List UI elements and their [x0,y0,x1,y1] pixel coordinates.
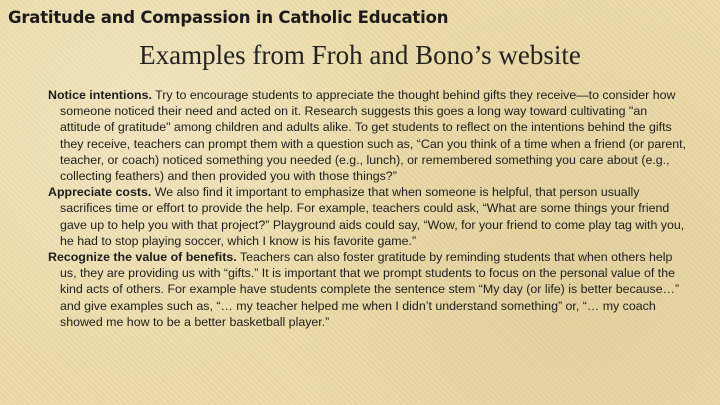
body-text [48,87,688,330]
paragraph-recognize-value [48,249,688,330]
paragraph-notice-intentions [48,87,688,184]
header-title: Gratitude and Compassion in Catholic Education [8,8,449,27]
paragraph-lead: Appreciate costs. [48,185,152,200]
paragraph-lead: Recognize the value of benefits. [48,250,237,265]
paragraph-text: We also find it important to emphasize that when someone is helpful, that person usually sacrifices time or effort to provide the help. For example, teachers could ask, “What are some things your friend gave up to help you with that project?” Playground aids could say, “Wow, for your friend to come play tag with you, he had to stop playing soccer, which I know is his favorite game.” [60,185,685,248]
paragraph-appreciate-costs [48,184,688,249]
paragraph-text: Teachers can also foster gratitude by reminding students that when others help us, they are providing us with “gifts.” It is important that we prompt students to focus on the personal value of the kind acts of others. For example have students complete the sentence stem “My day (or life) is better because…” and give examples such as, “… my teacher helped me when I didn’t understand something” or, “… my coach showed me how to be a better basketball player.” [60,250,680,329]
paragraph-lead: Notice intentions. [48,88,152,102]
slide-title: Examples from Froh and Bono’s website [139,40,581,70]
paragraph-text: Try to encourage students to appreciate the thought behind gifts they receive—to consider how someone noticed their need and acted on it. Research suggests this goes a long way toward cultivating "an attitude of gratitude" among children and adults alike. To get students to reflect on the intentions behind the gifts they receive, teachers can prompt them with a question such as, “Can you think of a time when a friend (or parent, teacher, or coach) noticed something you needed (e.g., lunch), or remembered something you care about (e.g., collecting feathers) and then provided you with those things?” [60,88,687,184]
